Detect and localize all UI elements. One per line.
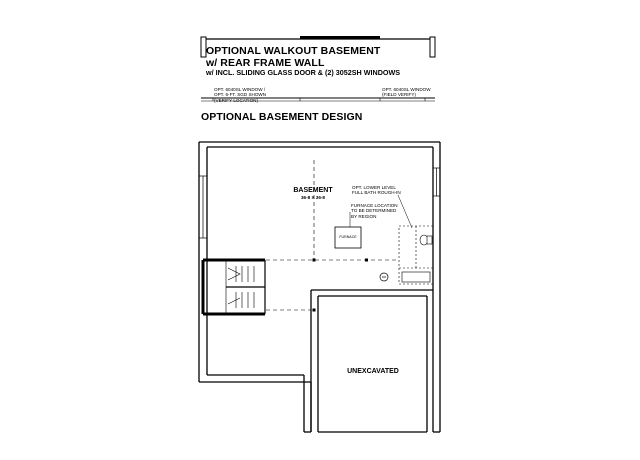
unexcavated-walls <box>311 290 433 432</box>
furnace-note-line: BY REGION <box>351 213 377 219</box>
furnace-note <box>351 203 398 219</box>
bath-note-line: OPT. LOWER LEVEL <box>352 185 396 190</box>
room-name: BASEMENT <box>293 187 333 194</box>
plan-title-line1: OPTIONAL WALKOUT BASEMENT <box>206 45 381 57</box>
bath-note <box>352 185 401 196</box>
bath-fixtures <box>402 235 432 282</box>
beam-lines <box>266 160 398 310</box>
elevation-note-left-line: OPT. 6-FT. SGD SHOWN <box>214 92 267 98</box>
elevation-note-right-line: OPT. 6040SL WINDOW <box>382 87 431 92</box>
section-title: OPTIONAL BASEMENT DESIGN <box>201 111 363 123</box>
furnace-note-line: FURNACE LOCATION <box>351 203 398 208</box>
stairs <box>203 260 265 314</box>
floor-drain <box>380 273 388 281</box>
bath-note-line: FULL BATH ROUGH-IN <box>352 190 401 196</box>
plan-title-line2: w/ REAR FRAME WALL <box>206 57 325 69</box>
room-size: 36-8 X 36-8 <box>300 195 325 200</box>
furnace-note-line: TO BE DETERMINED <box>351 208 397 214</box>
unexcavated-label: UNEXCAVATED <box>347 368 399 375</box>
post-markers <box>313 259 369 312</box>
rear-wall-elevation <box>201 37 435 101</box>
elevation-note-right-line: (FIELD VERIFY) <box>382 92 416 98</box>
wall-windows <box>199 168 440 238</box>
elevation-note-left-line: OPT. 6040SL WINDOW / <box>214 87 266 92</box>
elevation-note-left-line: (VERIFY LOCATION) <box>214 97 258 103</box>
plan-subtitle: w/ INCL. SLIDING GLASS DOOR & (2) 3052SH WINDOWS <box>206 68 401 77</box>
furnace-label: FURNACE <box>339 235 357 239</box>
